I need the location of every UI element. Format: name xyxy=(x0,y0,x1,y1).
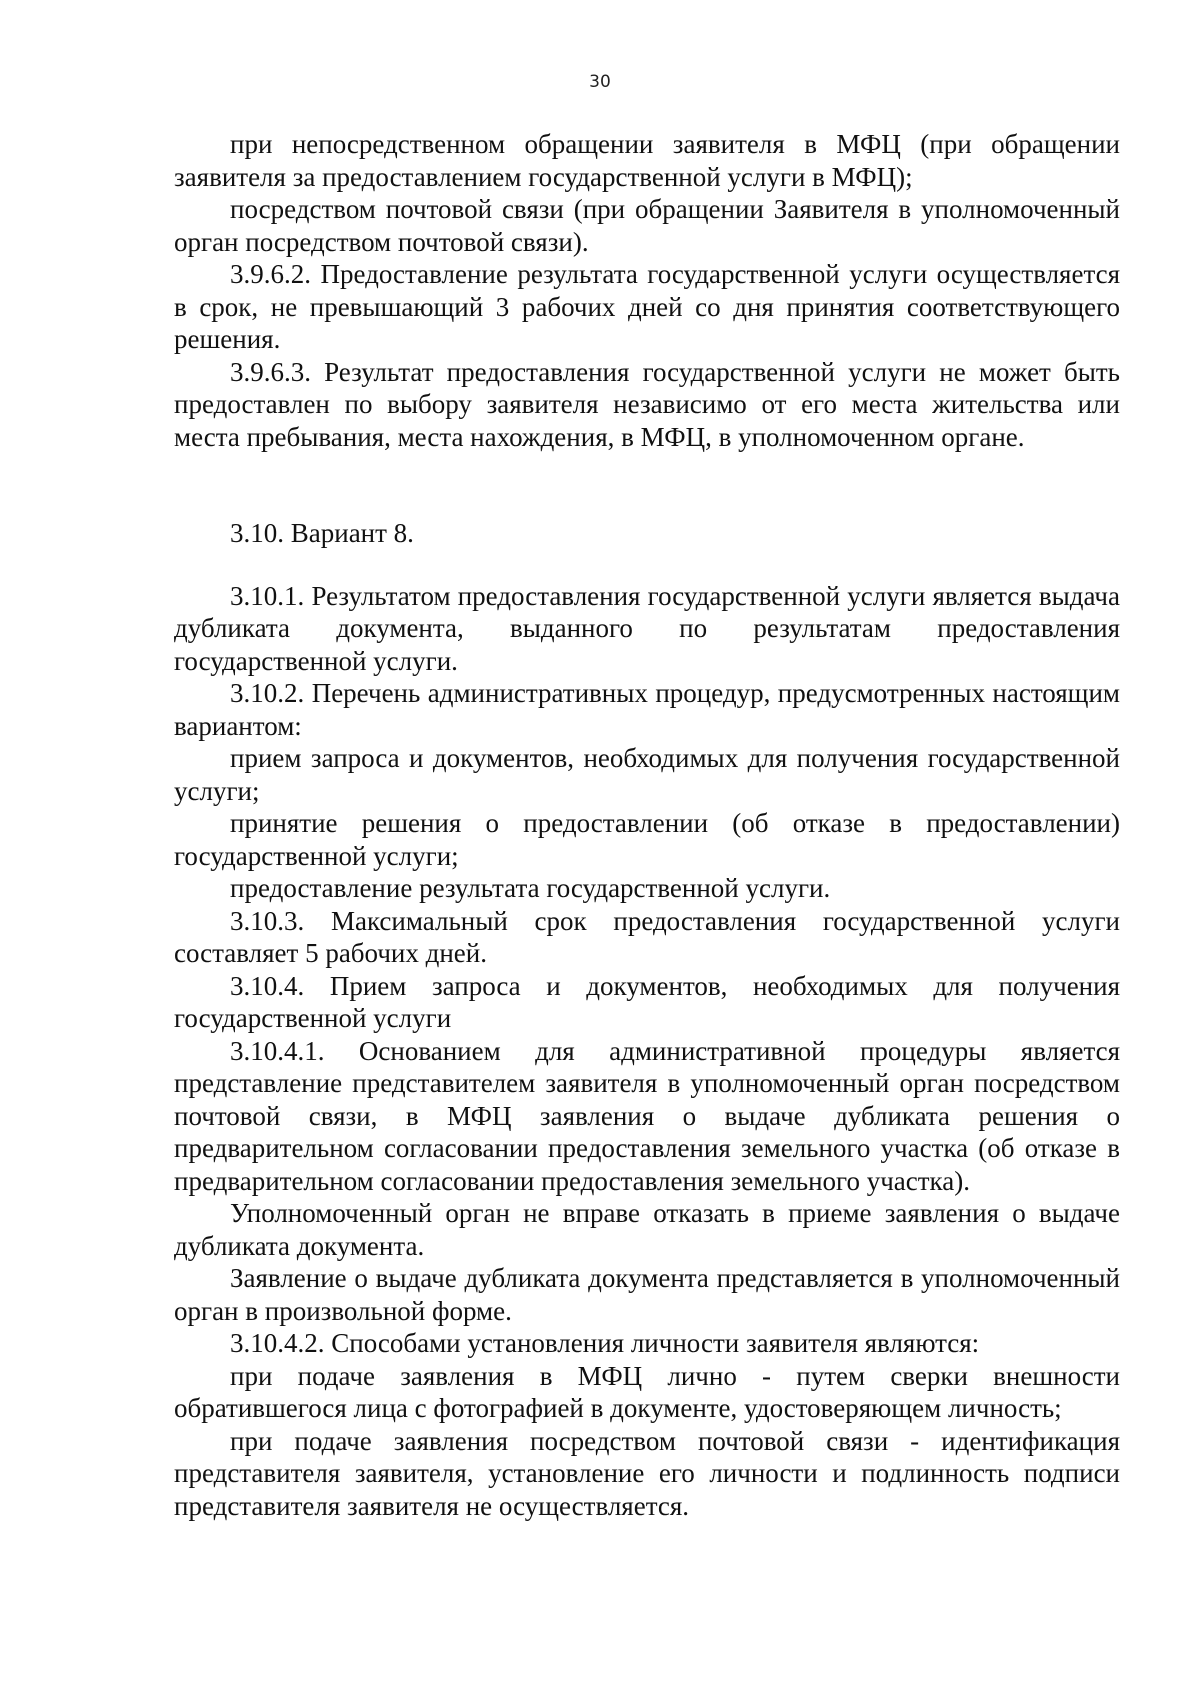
page-number: 30 xyxy=(589,72,611,92)
paragraph: Заявление о выдаче дубликата документа представляется в уполномоченный орган в произвольной форме. xyxy=(174,1263,1120,1326)
paragraph: 3.10.1. Результатом предоставления государственной услуги является выдача дубликата документа, выданного по результатам предоставления государственной услуги. xyxy=(174,580,1120,676)
paragraph: 3.10.4.2. Способами установления личности заявителя являются: xyxy=(230,1328,980,1358)
paragraph: 3.9.6.2. Предоставление результата государственной услуги осуществляется в срок, не превышающий 3 рабочих дней со дня принятия соответствующего решения. xyxy=(174,259,1120,354)
section-heading: 3.10. Вариант 8. xyxy=(230,518,414,548)
paragraph: предоставление результата государственной услуги. xyxy=(230,873,831,903)
paragraph: 3.10.3. Максимальный срок предоставления государственной услуги составляет 5 рабочих дней. xyxy=(174,905,1120,968)
paragraph: принятие решения о предоставлении (об отказе в предоставлении) государственной услуги; xyxy=(174,808,1120,871)
paragraph: при непосредственном обращении заявителя в МФЦ (при обращении заявителя за предоставлением государственной услуги в МФЦ); xyxy=(174,129,1120,192)
paragraph: при подаче заявления в МФЦ лично - путем сверки внешности обратившегося лица с фотографией в документе, удостоверяющем личность; xyxy=(174,1360,1120,1423)
paragraph: 3.10.4. Прием запроса и документов, необходимых для получения государственной услуги xyxy=(174,970,1120,1033)
paragraph: 3.9.6.3. Результат предоставления государственной услуги не может быть предоставлен по выбору заявителя независимо от его места жительства или места пребывания, места нахождения, в МФЦ, в уполномоченном органе. xyxy=(174,356,1120,452)
paragraph: 3.10.2. Перечень административных процедур, предусмотренных настоящим вариантом: xyxy=(174,678,1120,741)
paragraph: Уполномоченный орган не вправе отказать в приеме заявления о выдаче дубликата документа. xyxy=(174,1198,1120,1261)
document-body xyxy=(174,128,1120,1522)
paragraph: 3.10.4.1. Основанием для административной процедуры является представление представителем заявителя в уполномоченный орган посредством почтовой связи, в МФЦ заявления о выдаче дубликата решения о предварительном согласовании предоставления земельного участка (об отказе в предварительном согласовании предоставления земельного участка). xyxy=(174,1035,1120,1196)
paragraph: посредством почтовой связи (при обращении Заявителя в уполномоченный орган посредством почтовой связи). xyxy=(174,194,1120,257)
paragraph: прием запроса и документов, необходимых для получения государственной услуги; xyxy=(174,743,1120,806)
paragraph: при подаче заявления посредством почтовой связи - идентификация представителя заявителя, установление его личности и подлинность подписи представителя заявителя не осуществляется. xyxy=(174,1425,1120,1521)
